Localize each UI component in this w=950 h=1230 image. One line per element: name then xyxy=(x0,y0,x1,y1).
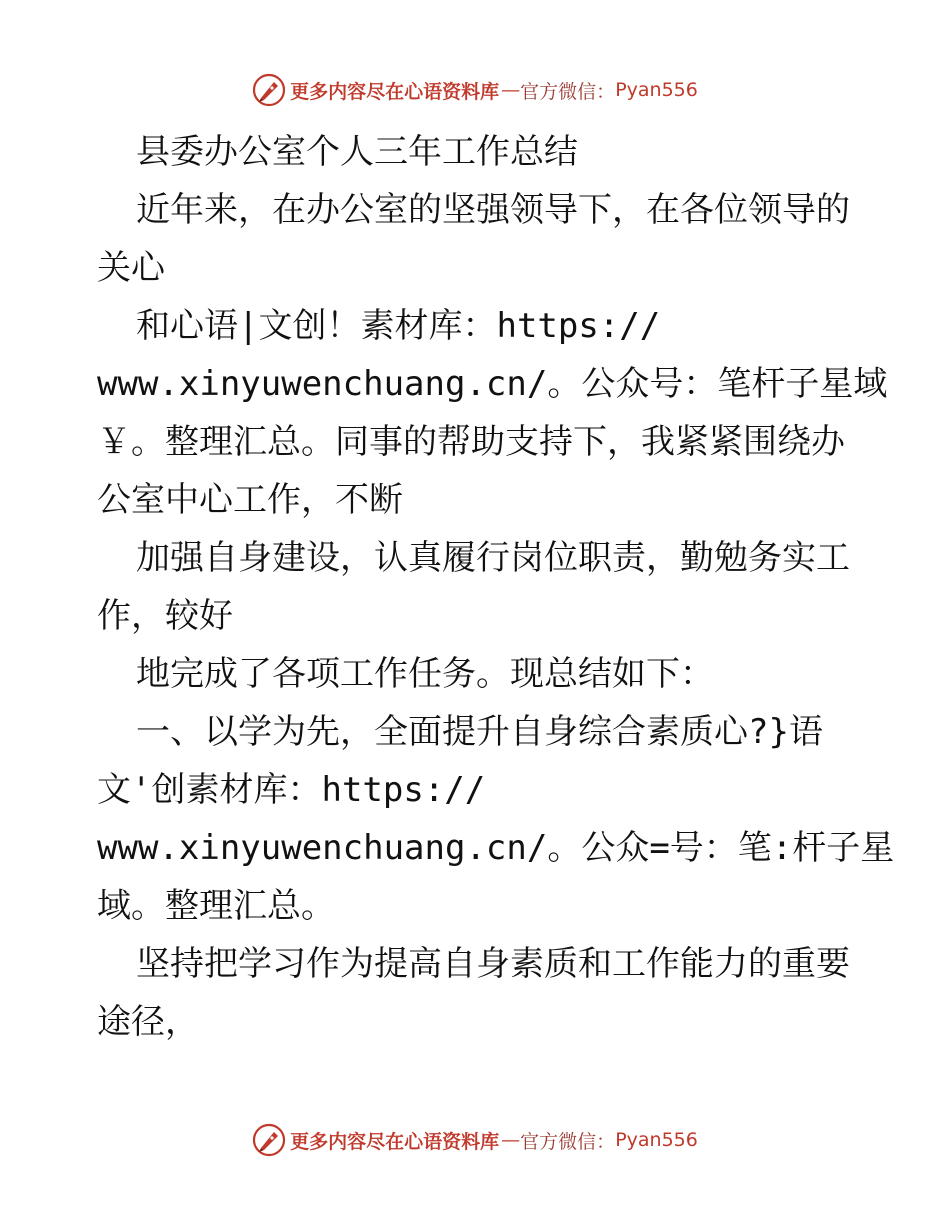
pen-nib-logo-icon xyxy=(252,1123,286,1157)
header-banner xyxy=(0,70,950,110)
document-body xyxy=(97,123,895,1051)
text-line: 坚持把学习作为提高自身素质和工作能力的重要 xyxy=(136,944,850,984)
section-heading: 一、以学为先，全面提升自身综合素质心?}语 xyxy=(136,712,823,752)
banner-dash: — xyxy=(501,79,519,101)
text-line: 和心语|文创！素材库：https:// xyxy=(136,306,661,346)
banner-dash: — xyxy=(501,1129,519,1151)
text-line: ￥。整理汇总。同事的帮助支持下，我紧紧围绕办 xyxy=(97,422,845,462)
pen-nib-logo-icon xyxy=(252,73,286,107)
text-line: www.xinyuwenchuang.cn/。公众号：笔杆子星域 xyxy=(97,364,888,404)
text-line: 途径， xyxy=(97,1002,199,1042)
banner-main-text: 更多内容尽在心语资料库 xyxy=(290,80,500,103)
banner-main-text: 更多内容尽在心语资料库 xyxy=(290,1130,500,1153)
footer-banner xyxy=(0,1120,950,1160)
banner-wechat-id: Pyan556 xyxy=(615,1129,698,1151)
text-line: 域。整理汇总。 xyxy=(97,886,335,926)
banner-wechat-label: 官方微信： xyxy=(520,1130,616,1153)
banner-wechat-id: Pyan556 xyxy=(615,79,698,101)
text-line: 近年来，在办公室的坚强领导下，在各位领导的 xyxy=(136,190,850,230)
text-line: www.xinyuwenchuang.cn/。公众=号：笔:杆子星 xyxy=(97,828,895,868)
text-line: 加强自身建设，认真履行岗位职责，勤勉务实工 xyxy=(136,538,850,578)
document-title: 县委办公室个人三年工作总结 xyxy=(136,132,578,172)
text-line: 文'创素材库：https:// xyxy=(97,770,486,810)
text-line: 地完成了各项工作任务。现总结如下： xyxy=(136,654,714,694)
text-line: 公室中心工作，不断 xyxy=(97,480,403,520)
text-line: 作，较好 xyxy=(97,596,233,636)
text-line: 关心 xyxy=(97,248,165,288)
banner-wechat-label: 官方微信： xyxy=(520,80,616,103)
